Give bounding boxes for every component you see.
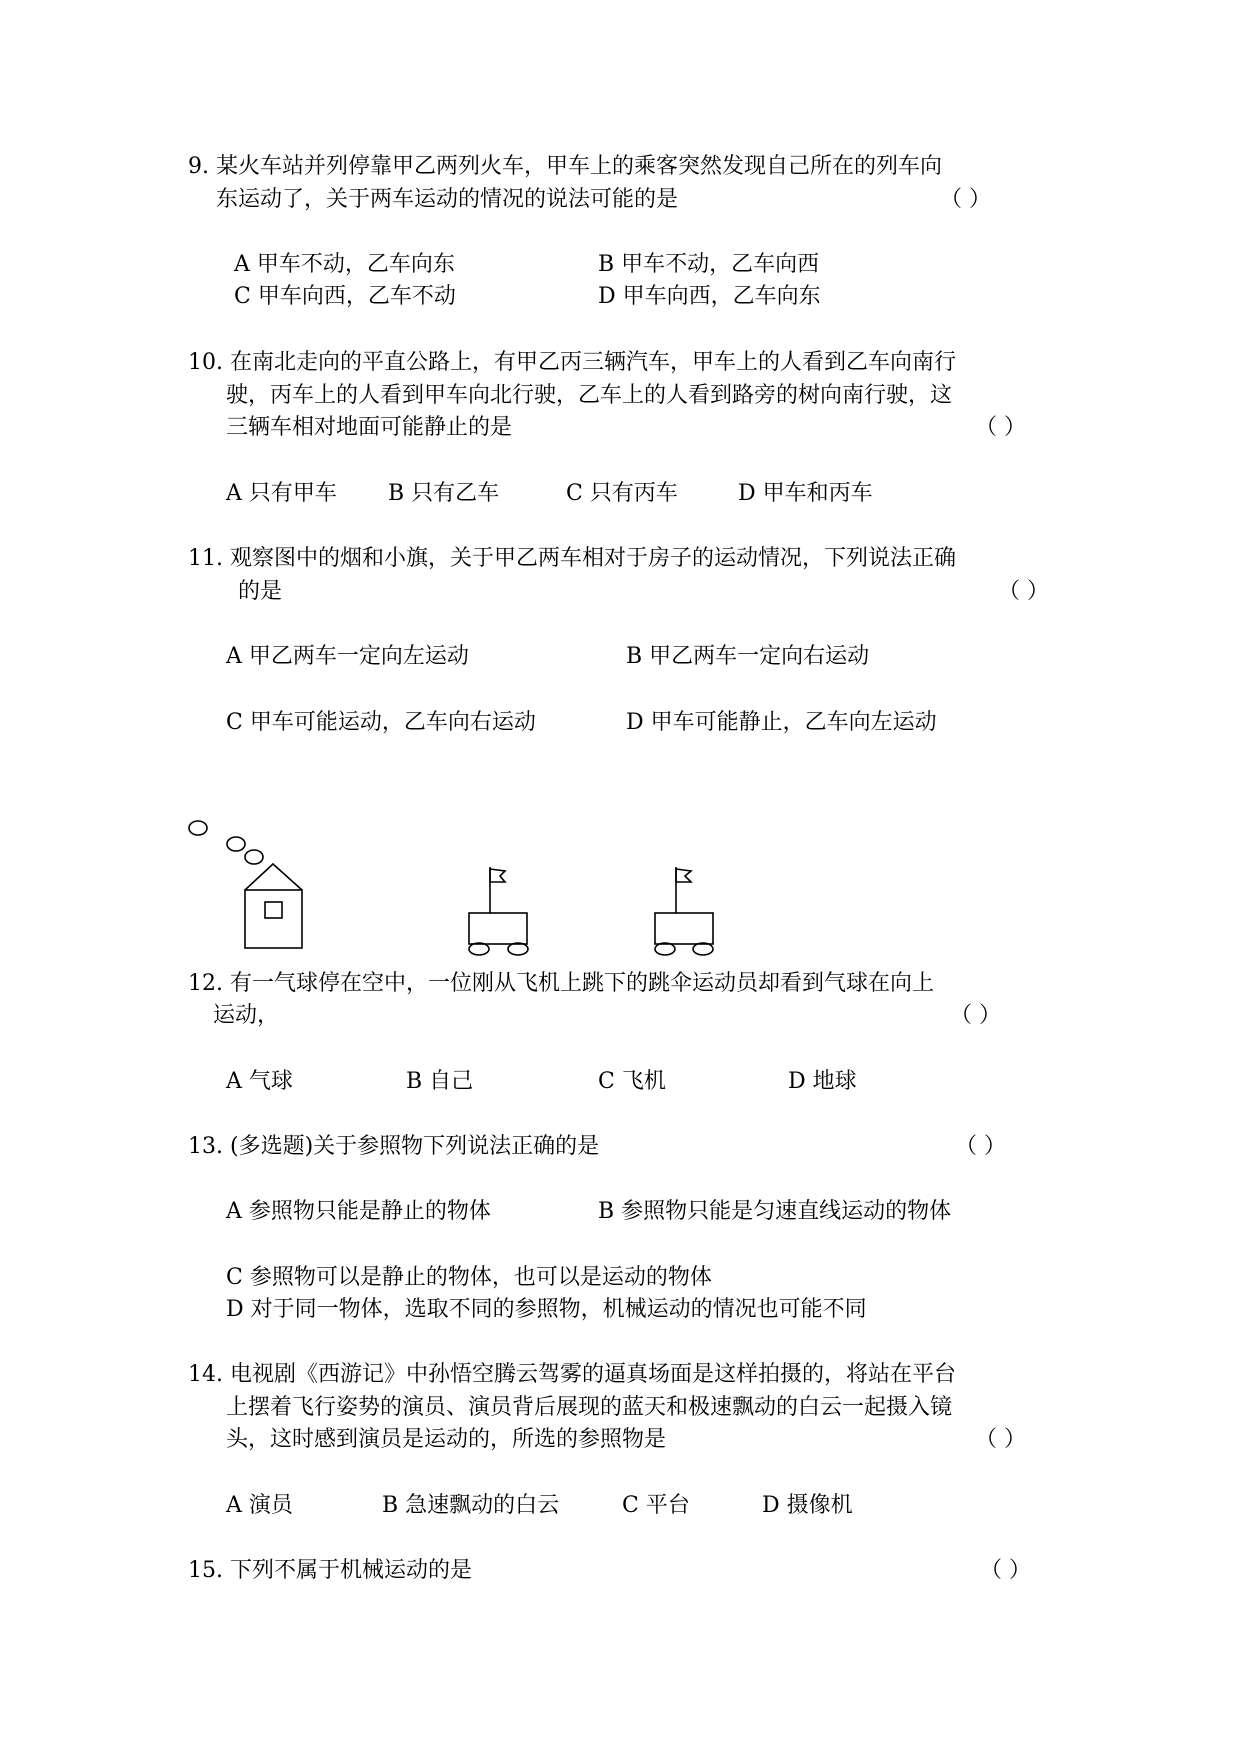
q11-option-c: C 甲车可能运动，乙车向右运动	[226, 710, 536, 735]
house-roof	[245, 864, 302, 890]
q13-option-d: D 对于同一物体，选取不同的参照物，机械运动的情况也可能不同	[226, 1297, 867, 1322]
q11-line2: 的是	[238, 579, 283, 604]
q15-line1: 15. 下列不属于机械运动的是	[188, 1558, 472, 1583]
q13-option-b: B 参照物只能是匀速直线运动的物体	[598, 1199, 952, 1224]
q10-option-a: A 只有甲车	[226, 481, 337, 506]
smoke-puff-1	[189, 821, 207, 835]
q15-answer-paren: （ ）	[980, 1558, 1031, 1583]
q12-option-d: D 地球	[788, 1069, 857, 1094]
q13-line1: 13. (多选题)关于参照物下列说法正确的是	[188, 1134, 600, 1159]
cart1-flag	[490, 869, 505, 882]
q11-line1: 11. 观察图中的烟和小旗，关于甲乙两车相对于房子的运动情况，下列说法正确	[188, 546, 956, 571]
q12-line2: 运动，	[213, 1003, 280, 1028]
q9-answer-paren: （ ）	[940, 187, 991, 212]
q10-answer-paren: （ ）	[975, 415, 1026, 440]
q13-option-a: A 参照物只能是静止的物体	[226, 1199, 491, 1224]
q13-option-c: C 参照物可以是静止的物体，也可以是运动的物体	[226, 1265, 712, 1290]
smoke-puff-2	[227, 837, 245, 851]
q10-option-d: D 甲车和丙车	[738, 481, 873, 506]
q12-line1: 12. 有一气球停在空中，一位刚从飞机上跳下的跳伞运动员却看到气球在向上	[188, 971, 934, 996]
q10-line2: 驶，丙车上的人看到甲车向北行驶，乙车上的人看到路旁的树向南行驶，这	[226, 383, 953, 408]
q11-answer-paren: （ ）	[998, 579, 1049, 604]
q11-option-d: D 甲车可能静止，乙车向左运动	[626, 710, 937, 735]
q10-option-b: B 只有乙车	[388, 481, 500, 506]
q11-option-b: B 甲乙两车一定向右运动	[626, 644, 870, 669]
q9-line2: 东运动了，关于两车运动的情况的说法可能的是	[216, 187, 679, 212]
q14-option-b: B 急速飘动的白云	[382, 1493, 560, 1518]
q11-option-a: A 甲乙两车一定向左运动	[226, 644, 469, 669]
q9-option-a: A 甲车不动，乙车向东	[234, 252, 455, 277]
q10-line3: 三辆车相对地面可能静止的是	[226, 415, 513, 440]
q14-line1: 14. 电视剧《西游记》中孙悟空腾云驾雾的逼真场面是这样拍摄的，将站在平台	[188, 1362, 956, 1387]
q14-option-d: D 摄像机	[762, 1493, 853, 1518]
cart2-body	[655, 913, 713, 944]
q14-option-a: A 演员	[226, 1493, 293, 1518]
q14-answer-paren: （ ）	[975, 1427, 1026, 1452]
q14-line2: 上摆着飞行姿势的演员、演员背后展现的蓝天和极速飘动的白云一起摄入镜	[226, 1395, 953, 1420]
q12-option-a: A 气球	[226, 1069, 293, 1094]
smoke-puff-3	[245, 850, 263, 864]
q14-option-c: C 平台	[622, 1493, 690, 1518]
q12-answer-paren: （ ）	[950, 1003, 1001, 1028]
q10-option-c: C 只有丙车	[566, 481, 678, 506]
house-body	[245, 890, 302, 948]
motion-figure	[185, 810, 745, 960]
q12-option-b: B 自己	[406, 1069, 474, 1094]
q12-option-c: C 飞机	[598, 1069, 666, 1094]
q10-line1: 10. 在南北走向的平直公路上，有甲乙丙三辆汽车，甲车上的人看到乙车向南行	[188, 350, 956, 375]
q14-line3: 头，这时感到演员是运动的，所选的参照物是	[226, 1427, 667, 1452]
cart1-body	[469, 913, 527, 944]
q9-line1: 9. 某火车站并列停靠甲乙两列火车，甲车上的乘客突然发现自己所在的列车向	[188, 154, 942, 179]
q9-option-c: C 甲车向西，乙车不动	[234, 284, 456, 309]
cart2-flag	[676, 869, 691, 882]
house-window	[265, 902, 282, 918]
q13-answer-paren: （ ）	[955, 1134, 1006, 1159]
q9-option-d: D 甲车向西，乙车向东	[598, 284, 821, 309]
q9-option-b: B 甲车不动，乙车向西	[598, 252, 820, 277]
